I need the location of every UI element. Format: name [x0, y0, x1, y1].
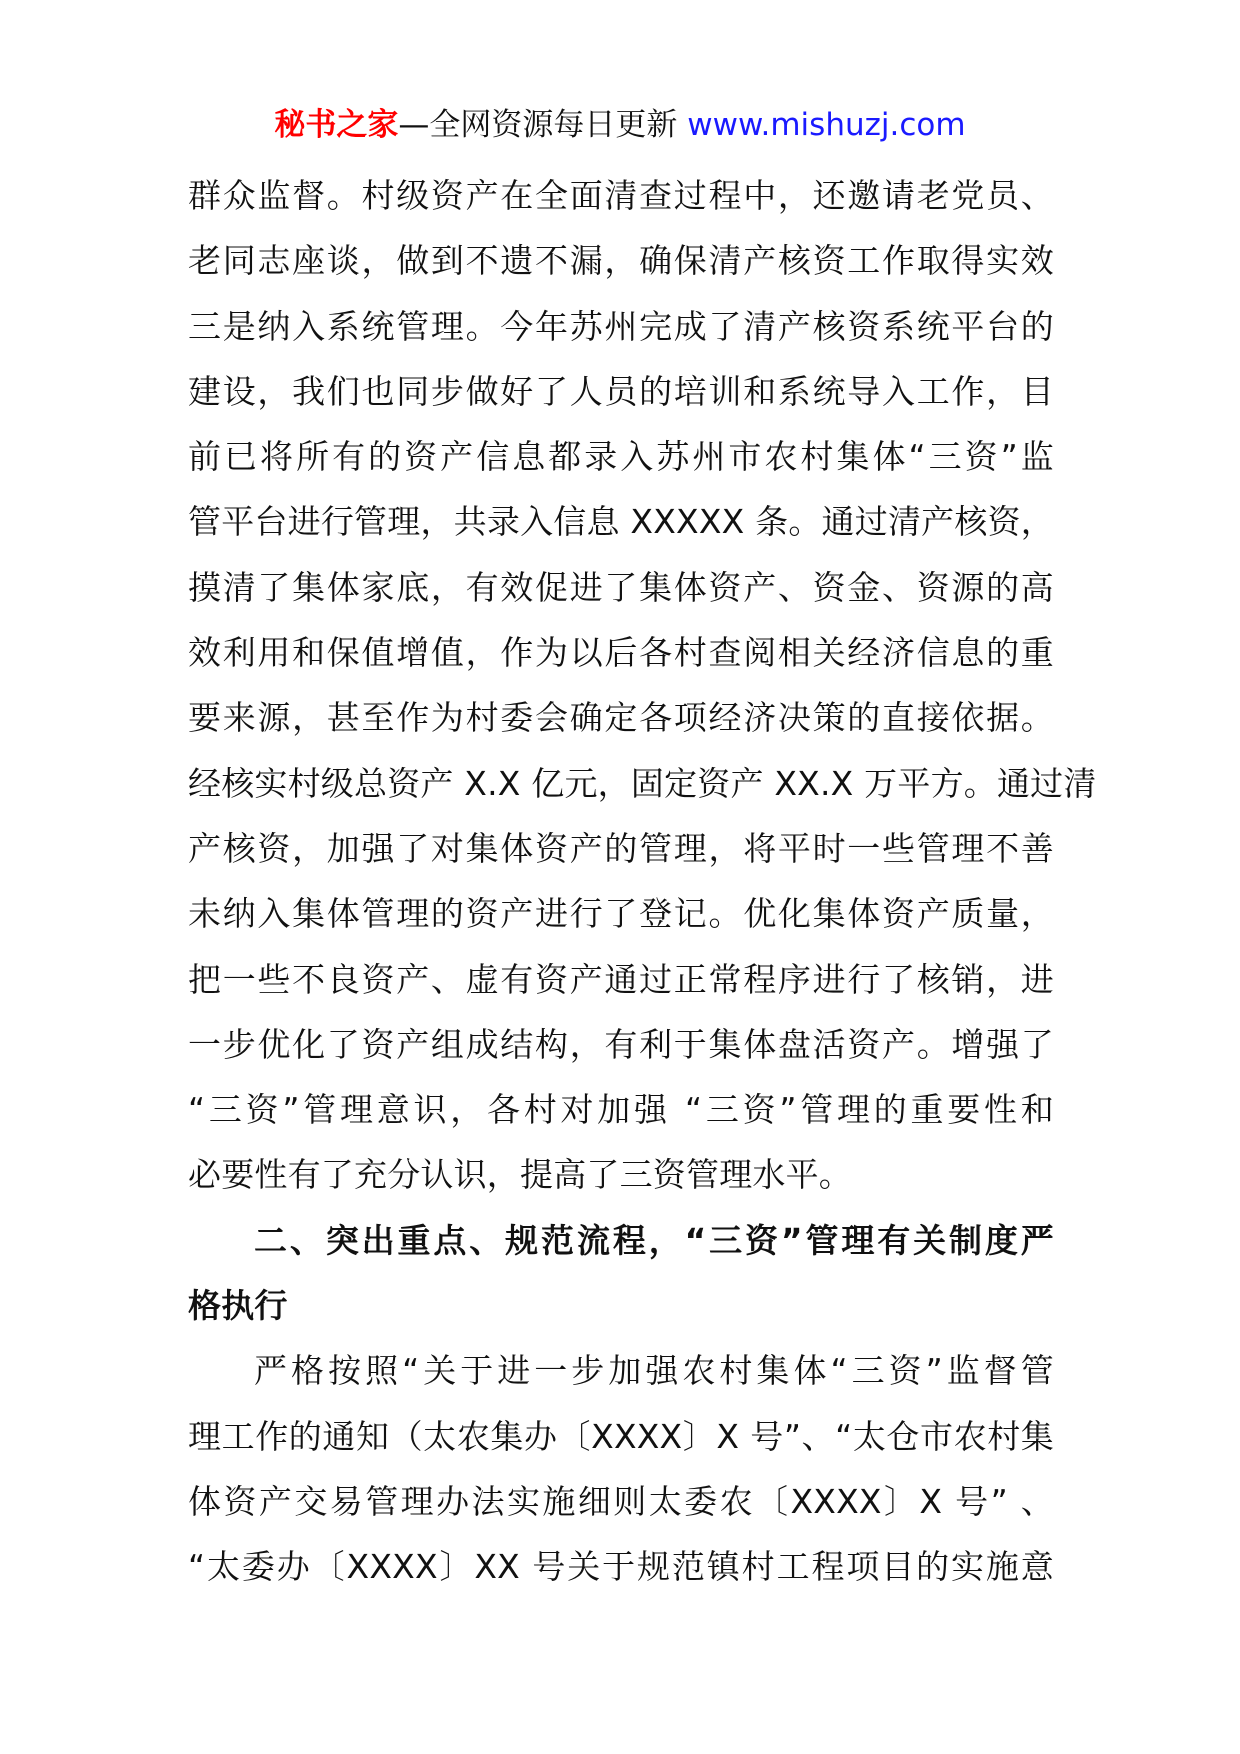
section-heading: 二、突出重点、规范流程，“三资”管理有关制度严 — [254, 1220, 1054, 1260]
body-line: 三是纳入系统管理。今年苏州完成了清产核资系统平台的 — [188, 306, 1054, 346]
section-paragraph-line: 严格按照“关于进一步加强农村集体“三资”监督管 — [254, 1351, 1054, 1391]
body-line: 摸清了集体家底，有效促进了集体资产、资金、资源的高 — [188, 567, 1054, 607]
document-body — [188, 163, 1097, 1600]
section-heading-continued: 格执行 — [188, 1286, 288, 1326]
body-line: 效利用和保值增值，作为以后各村查阅相关经济信息的重 — [188, 633, 1054, 673]
body-line: 把一些不良资产、虚有资产通过正常程序进行了核销，进 — [188, 959, 1054, 999]
body-line: 产核资，加强了对集体资产的管理，将平时一些管理不善 — [188, 828, 1054, 868]
body-line: “三资”管理意识，各村对加强 “三资”管理的重要性和 — [188, 1090, 1054, 1130]
body-line: 要来源，甚至作为村委会确定各项经济决策的直接依据。 — [188, 698, 1054, 738]
body-line: 一步优化了资产组成结构，有利于集体盘活资产。增强了 — [188, 1024, 1054, 1064]
body-line: 经核实村级总资产 X.X 亿元，固定资产 XX.X 万平方。通过清 — [188, 763, 1097, 803]
section-paragraph-line: “太委办〔XXXX〕XX 号关于规范镇村工程项目的实施意 — [188, 1547, 1054, 1587]
brand-name: 秘书之家 — [274, 107, 399, 143]
site-url-link[interactable]: www.mishuzj.com — [687, 107, 966, 143]
body-line: 前已将所有的资产信息都录入苏州市农村集体“三资”监 — [188, 437, 1054, 477]
section-paragraph-line: 体资产交易管理办法实施细则太委农〔XXXX〕X 号” 、 — [188, 1481, 1054, 1521]
body-line: 建设，我们也同步做好了人员的培训和系统导入工作，目 — [188, 371, 1054, 411]
body-line: 必要性有了充分认识，提高了三资管理水平。 — [188, 1155, 852, 1195]
body-line: 管平台进行管理，共录入信息 XXXXX 条。通过清产核资， — [188, 502, 1054, 542]
body-line: 老同志座谈，做到不遗不漏，确保清产核资工作取得实效 — [188, 241, 1054, 281]
site-header — [0, 100, 1240, 150]
body-line: 群众监督。村级资产在全面清查过程中，还邀请老党员、 — [188, 176, 1054, 215]
section-paragraph-line: 理工作的通知（太农集办〔XXXX〕X 号”、“太仓市农村集 — [188, 1416, 1054, 1456]
header-slogan: —全网资源每日更新 — [398, 107, 688, 143]
body-line: 未纳入集体管理的资产进行了登记。优化集体资产质量， — [188, 894, 1054, 934]
